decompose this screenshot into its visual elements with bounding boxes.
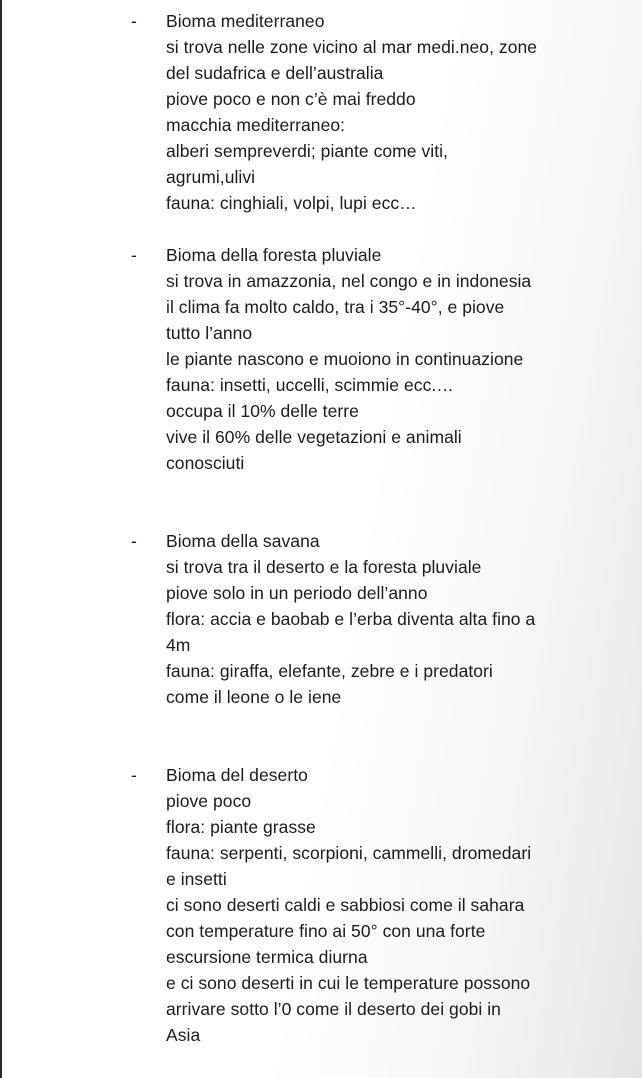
biome-line: del sudafrica e dell’australia bbox=[166, 63, 384, 83]
biome-line: escursione termica diurna bbox=[166, 947, 368, 967]
biome-line: vive il 60% delle vegetazioni e animali bbox=[166, 427, 462, 447]
biome-line: Asia bbox=[166, 1025, 201, 1045]
biome-line: conosciuti bbox=[166, 453, 245, 473]
biome-title: Bioma del deserto bbox=[166, 765, 308, 785]
biome-deserto-section bbox=[0, 762, 642, 1048]
biome-savana-section bbox=[0, 528, 642, 710]
list-bullet: - bbox=[131, 531, 137, 551]
biome-line: si trova in amazzonia, nel congo e in indonesia bbox=[166, 271, 532, 291]
biome-title: Bioma della foresta pluviale bbox=[166, 245, 382, 265]
biome-line: agrumi,ulivi bbox=[166, 167, 256, 187]
list-bullet: - bbox=[131, 245, 137, 265]
biome-line: alberi sempreverdi; piante come viti, bbox=[166, 141, 448, 161]
biome-line: si trova tra il deserto e la foresta pluviale bbox=[166, 557, 482, 577]
biome-line: le piante nascono e muoiono in continuazione bbox=[166, 349, 524, 369]
biome-line: ci sono deserti caldi e sabbiosi come il sahara bbox=[166, 895, 525, 915]
biome-line: occupa il 10% delle terre bbox=[166, 401, 359, 421]
biome-title: Bioma mediterraneo bbox=[166, 11, 325, 31]
biome-line: con temperature fino ai 50° con una forte bbox=[166, 921, 486, 941]
biome-line: flora: piante grasse bbox=[166, 817, 316, 837]
biome-line: piove poco bbox=[166, 791, 252, 811]
biome-line: piove poco e non c’è mai freddo bbox=[166, 89, 416, 109]
biome-line: e ci sono deserti in cui le temperature possono bbox=[166, 973, 531, 993]
biome-line: flora: accia e baobab e l’erba diventa alta fino a bbox=[166, 609, 536, 629]
biome-line: e insetti bbox=[166, 869, 227, 889]
biome-line: si trova nelle zone vicino al mar medi.neo, zone bbox=[166, 37, 538, 57]
biome-foresta-pluviale-section bbox=[0, 242, 642, 476]
biome-line: come il leone o le iene bbox=[166, 687, 342, 707]
biome-line: macchia mediterraneo: bbox=[166, 115, 346, 135]
biome-line: fauna: cinghiali, volpi, lupi ecc… bbox=[166, 193, 417, 213]
biome-line: arrivare sotto l’0 come il deserto dei gobi in bbox=[166, 999, 501, 1019]
document-body bbox=[0, 8, 642, 1048]
biome-line: fauna: serpenti, scorpioni, cammelli, dromedari bbox=[166, 843, 532, 863]
list-bullet: - bbox=[131, 765, 137, 785]
biome-line: il clima fa molto caldo, tra i 35°-40°, e piove bbox=[166, 297, 505, 317]
biome-line: fauna: giraffa, elefante, zebre e i predatori bbox=[166, 661, 493, 681]
biome-title: Bioma della savana bbox=[166, 531, 320, 551]
biome-line: tutto l’anno bbox=[166, 323, 253, 343]
biome-line: 4m bbox=[166, 635, 191, 655]
biome-line: piove solo in un periodo dell’anno bbox=[166, 583, 428, 603]
biome-mediterraneo-section bbox=[0, 8, 642, 216]
biome-line: fauna: insetti, uccelli, scimmie ecc.… bbox=[166, 375, 454, 395]
list-bullet: - bbox=[131, 11, 137, 31]
